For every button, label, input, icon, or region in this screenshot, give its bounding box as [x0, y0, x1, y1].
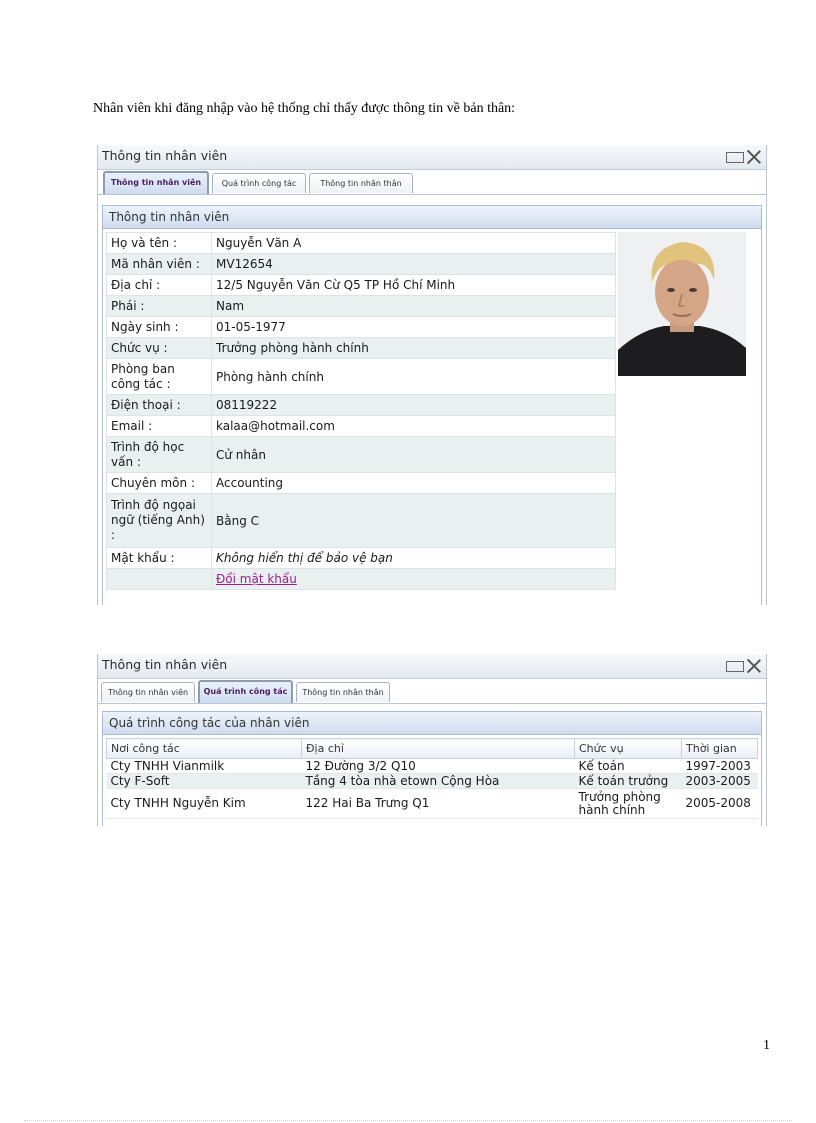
close-icon[interactable]	[746, 658, 762, 674]
window-title: Thông tin nhân viên	[102, 148, 228, 163]
field-label: Mã nhân viên :	[107, 254, 212, 275]
field-value: 01-05-1977	[212, 317, 616, 338]
intro-text: Nhân viên khi đăng nhập vào hệ thống chỉ thấy được thông tin về bản thân:	[93, 101, 516, 116]
table-cell: 2005-2008	[682, 789, 758, 819]
tab-family-info[interactable]: Thông tin nhân thân	[309, 173, 413, 193]
table-row	[107, 759, 758, 774]
field-label: Phái :	[107, 296, 212, 317]
field-value: Nam	[212, 296, 616, 317]
field-value: Không hiển thị để bảo vệ bạn	[212, 548, 616, 569]
employee-info-window	[97, 145, 767, 605]
page-number: 1	[763, 1038, 770, 1053]
field-value: Bằng C	[212, 494, 616, 548]
field-row	[107, 395, 616, 416]
field-label: Trình độ ngọai ngữ (tiếng Anh) :	[107, 494, 212, 548]
change-password-link[interactable]: Đổi mật khẩu	[216, 572, 297, 586]
column-header: Nơi công tác	[107, 739, 302, 759]
table-cell: 2003-2005	[682, 774, 758, 789]
field-value	[212, 569, 616, 590]
table-cell: 12 Đường 3/2 Q10	[302, 759, 575, 774]
tab-family-info[interactable]: Thông tin nhân thân	[296, 682, 390, 702]
table-cell: Cty F-Soft	[107, 774, 302, 789]
table-cell: Kế toán	[575, 759, 682, 774]
column-header: Địa chỉ	[302, 739, 575, 759]
tab-employee-info[interactable]: Thông tin nhân viên	[103, 171, 209, 194]
field-row	[107, 437, 616, 473]
field-row	[107, 473, 616, 494]
field-label: Email :	[107, 416, 212, 437]
tab-work-history[interactable]: Quá trình công tác	[198, 680, 293, 703]
field-label: Trình độ học vấn :	[107, 437, 212, 473]
field-value: 12/5 Nguyễn Văn Cừ Q5 TP Hồ Chí Minh	[212, 275, 616, 296]
table-cell: Kế toán trưởng	[575, 774, 682, 789]
window-controls	[726, 149, 762, 165]
tab-bar	[98, 170, 766, 195]
table-row	[107, 789, 758, 819]
page-border	[24, 1120, 792, 1121]
tab-employee-info[interactable]: Thông tin nhân viên	[101, 682, 195, 702]
field-label: Phòng ban công tác :	[107, 359, 212, 395]
field-label: Chuyên môn :	[107, 473, 212, 494]
work-history-panel	[102, 711, 762, 826]
tab-bar	[98, 679, 766, 704]
field-value: Cử nhân	[212, 437, 616, 473]
field-label	[107, 569, 212, 590]
field-row	[107, 494, 616, 548]
maximize-icon[interactable]	[726, 152, 744, 163]
field-label: Ngày sinh :	[107, 317, 212, 338]
employee-photo	[618, 232, 746, 376]
table-header-row	[107, 739, 758, 759]
table-cell: 1997-2003	[682, 759, 758, 774]
field-label: Địa chỉ :	[107, 275, 212, 296]
field-value: Accounting	[212, 473, 616, 494]
tab-work-history[interactable]: Quá trình công tác	[212, 173, 306, 193]
column-header: Chức vụ	[575, 739, 682, 759]
field-row	[107, 548, 616, 569]
field-value: Trưởng phòng hành chính	[212, 338, 616, 359]
employee-info-table	[106, 232, 616, 590]
table-cell: 122 Hai Ba Trưng Q1	[302, 789, 575, 819]
table-cell: Tầng 4 tòa nhà etown Cộng Hòa	[302, 774, 575, 789]
field-value: MV12654	[212, 254, 616, 275]
panel-title: Quá trình công tác của nhân viên	[103, 712, 761, 735]
field-row	[107, 359, 616, 395]
field-row	[107, 416, 616, 437]
field-row	[107, 338, 616, 359]
field-row	[107, 254, 616, 275]
table-cell: Cty TNHH Vianmilk	[107, 759, 302, 774]
table-cell: Trưởng phòng hành chính	[575, 789, 682, 819]
table-cell: Cty TNHH Nguyễn Kim	[107, 789, 302, 819]
field-row	[107, 275, 616, 296]
field-label: Chức vụ :	[107, 338, 212, 359]
work-history-window	[97, 654, 767, 826]
employee-photo-image	[618, 232, 746, 376]
close-icon[interactable]	[746, 149, 762, 165]
table-row	[107, 774, 758, 789]
window-titlebar	[98, 145, 766, 170]
field-value: Nguyễn Văn A	[212, 233, 616, 254]
field-label: Họ và tên :	[107, 233, 212, 254]
panel-title: Thông tin nhân viên	[103, 206, 761, 229]
field-label: Điện thoại :	[107, 395, 212, 416]
field-value: 08119222	[212, 395, 616, 416]
maximize-icon[interactable]	[726, 661, 744, 672]
field-value: kalaa@hotmail.com	[212, 416, 616, 437]
window-title: Thông tin nhân viên	[102, 657, 228, 672]
field-row	[107, 233, 616, 254]
field-row	[107, 296, 616, 317]
window-titlebar	[98, 654, 766, 679]
field-label: Mật khẩu :	[107, 548, 212, 569]
field-value: Phòng hành chính	[212, 359, 616, 395]
work-history-table	[106, 738, 758, 819]
window-controls	[726, 658, 762, 674]
employee-info-panel	[102, 205, 762, 605]
field-row	[107, 569, 616, 590]
field-row	[107, 317, 616, 338]
column-header: Thời gian	[682, 739, 758, 759]
